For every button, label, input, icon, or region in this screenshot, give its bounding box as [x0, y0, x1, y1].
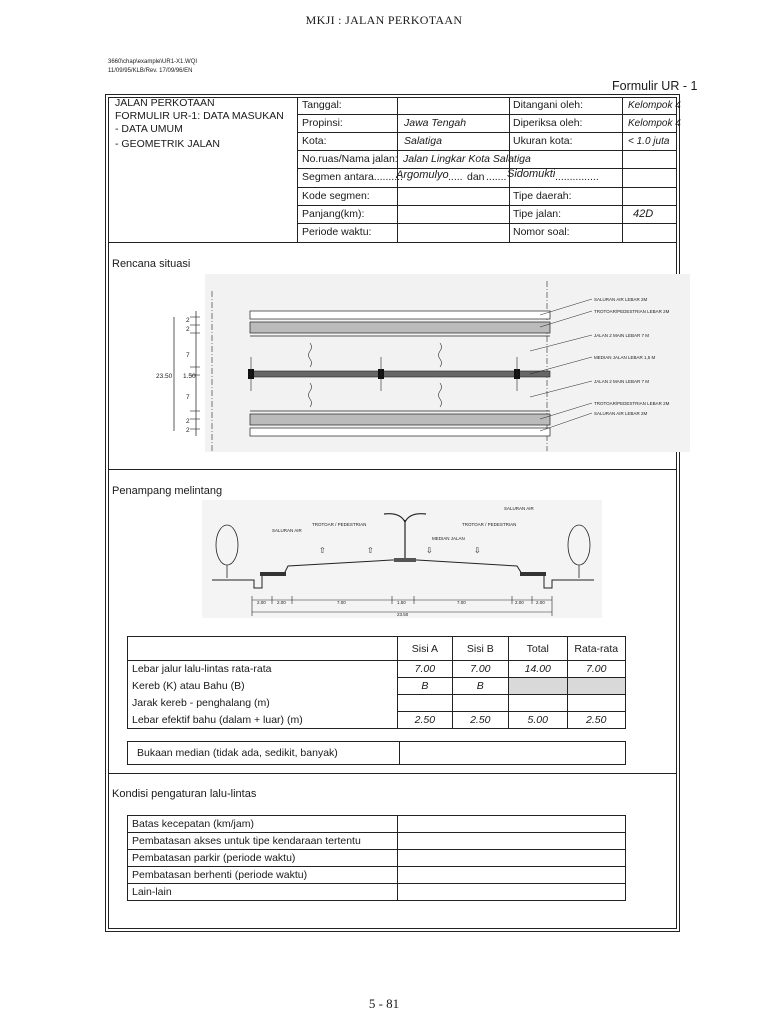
kode-label: Kode segmen: [302, 190, 370, 202]
section-dim: 2.00 [515, 600, 524, 605]
geom-header-sisi-a: Sisi A [398, 637, 452, 661]
table-row [128, 884, 626, 901]
plan-dim-label: 2 [186, 326, 190, 333]
ditangani-value[interactable]: Kelompok 4 [628, 100, 681, 111]
plan-callout: SALURAN AIR LEBAR 2M [594, 411, 648, 416]
segmen-dots-1: ..... [448, 171, 463, 183]
kota-label: Kota: [302, 135, 327, 147]
table-row [128, 850, 626, 867]
page-number: 5 - 81 [368, 996, 400, 1011]
tipe-daerah-label: Tipe daerah: [513, 190, 572, 202]
penampang-melintang-title: Penampang melintang [112, 485, 223, 497]
plan-dim-label: 1.50 [183, 373, 196, 380]
section-dim: 7.00 [337, 600, 346, 605]
geom-cell[interactable]: 14.00 [509, 661, 567, 678]
geom-row-label: Lebar jalur lalu-lintas rata-rata [128, 661, 398, 678]
kondisi-label: Lain-lain [128, 884, 398, 901]
section-callout: SALURAN AIR [272, 528, 302, 533]
kondisi-label: Pembatasan akses untuk tipe kendaraan tertentu [128, 833, 398, 850]
plan-dim-label: 2 [186, 317, 190, 324]
geom-header-rata: Rata-rata [567, 637, 626, 661]
tanggal-field[interactable] [399, 98, 507, 113]
geom-header-sisi-b: Sisi B [452, 637, 508, 661]
ukuran-label: Ukuran kota: [513, 135, 573, 147]
form-title-3: - DATA UMUM [115, 123, 183, 135]
kondisi-field[interactable] [398, 833, 626, 850]
tipe-daerah-field[interactable] [624, 189, 676, 204]
geom-cell[interactable] [567, 695, 626, 712]
plan-dim-label: 2 [186, 427, 190, 434]
kondisi-label: Batas kecepatan (km/jam) [128, 816, 398, 833]
tipe-jalan-value[interactable]: 42D [633, 208, 654, 220]
section-dim: 2.00 [536, 600, 545, 605]
nomor-soal-label: Nomor soal: [513, 226, 570, 238]
form-title-4: - GEOMETRIK JALAN [115, 138, 221, 150]
table-row [128, 678, 626, 695]
svg-text:⇧: ⇧ [319, 546, 326, 555]
revision-note: 11/09/95/KLB/Rev. 17/09/96/EN [108, 68, 193, 74]
segmen-label: Segmen antara.......... [302, 171, 403, 183]
geom-cell[interactable]: 7.00 [452, 661, 508, 678]
noruas-value[interactable]: Jalan Lingkar Kota Salatiga [403, 153, 531, 165]
diperiksa-label: Diperiksa oleh: [513, 117, 583, 129]
section-dim: 2.00 [257, 600, 266, 605]
panjang-field[interactable] [399, 207, 507, 222]
kondisi-field[interactable] [398, 867, 626, 884]
svg-text:⇩: ⇩ [474, 546, 481, 555]
geom-row-label: Kereb (K) atau Bahu (B) [128, 678, 398, 695]
section-dim: 7.00 [457, 600, 466, 605]
plan-callout: TROTOAR/PEDESTRIAN LEBAR 2M [594, 401, 670, 406]
periode-label: Periode waktu: [302, 226, 372, 238]
kondisi-label: Pembatasan berhenti (periode waktu) [128, 867, 398, 884]
section-callout: SALURAN AIR [504, 506, 534, 511]
geometry-table [127, 636, 626, 729]
segmen-to[interactable]: Sidomukti [507, 168, 556, 180]
geom-cell[interactable]: 5.00 [509, 712, 567, 729]
kode-field[interactable] [399, 189, 507, 204]
kondisi-field[interactable] [398, 884, 626, 901]
file-reference: 3660\chap\example\UR1-X1.WQI [108, 59, 198, 65]
plan-drawing [150, 271, 692, 456]
segmen-mid: dan [467, 171, 485, 183]
geom-row-label: Jarak kereb - penghalang (m) [128, 695, 398, 712]
cross-section-drawing [202, 500, 602, 620]
bukaan-median-field[interactable] [400, 742, 626, 765]
kondisi-label: Pembatasan parkir (periode waktu) [128, 850, 398, 867]
plan-callout: SALURAN AIR LEBAR 2M [594, 297, 648, 302]
geom-cell[interactable]: 2.50 [452, 712, 508, 729]
section-dim: 1.50 [397, 600, 406, 605]
section-total-dim: 23.50 [397, 612, 409, 617]
ditangani-label: Ditangani oleh: [513, 99, 584, 111]
propinsi-value[interactable]: Jawa Tengah [404, 117, 467, 129]
segmen-dots-3: ............... [555, 171, 599, 183]
geom-header-blank [128, 637, 398, 661]
plan-dim-label: 7 [186, 352, 190, 359]
geom-cell-shaded [567, 678, 626, 695]
nomor-soal-field[interactable] [624, 225, 676, 240]
geom-cell[interactable]: 7.00 [567, 661, 626, 678]
page-title: MKJI : JALAN PERKOTAAN [305, 13, 463, 27]
geom-cell-shaded [509, 678, 567, 695]
propinsi-label: Propinsi: [302, 117, 343, 129]
geom-header-total: Total [509, 637, 567, 661]
form-title-1: JALAN PERKOTAAN [115, 97, 215, 109]
table-row [128, 867, 626, 884]
table-row [128, 712, 626, 729]
bukaan-median-label: Bukaan median (tidak ada, sedikit, banyak) [128, 742, 400, 765]
form-title-2: FORMULIR UR-1: DATA MASUKAN [115, 110, 284, 122]
segmen-from[interactable]: Argomulyo [396, 169, 449, 181]
diperiksa-value[interactable]: Kelompok 4 [628, 118, 681, 129]
ukuran-value[interactable]: < 1.0 juta [628, 136, 670, 147]
geom-cell[interactable]: B [452, 678, 508, 695]
plan-callout: MEDIAN JALAN LEBAR 1,5 M [594, 355, 656, 360]
table-row [128, 816, 626, 833]
section-callout: TROTOAR / PEDESTRIAN [462, 522, 517, 527]
plan-dim-label: 7 [186, 394, 190, 401]
geom-row-label: Lebar efektif bahu (dalam + luar) (m) [128, 712, 398, 729]
geom-cell[interactable]: 7.00 [398, 661, 452, 678]
plan-callout: JALAN 2 MAIN LEBAR 7 M [594, 379, 650, 384]
plan-dim-label: 23.50 [156, 373, 173, 380]
geom-cell[interactable]: B [398, 678, 452, 695]
kota-value[interactable]: Salatiga [404, 135, 442, 147]
panjang-label: Panjang(km): [302, 208, 365, 220]
geom-cell[interactable] [452, 695, 508, 712]
geom-cell[interactable] [398, 695, 452, 712]
segmen-dots-2: ....... [486, 171, 507, 183]
kondisi-table [127, 815, 626, 901]
rencana-situasi-title: Rencana situasi [112, 258, 191, 270]
section-dim: 2.00 [277, 600, 286, 605]
geom-cell[interactable] [509, 695, 567, 712]
form-code: Formulir UR - 1 [612, 79, 698, 93]
kondisi-field[interactable] [398, 816, 626, 833]
noruas-label: No.ruas/Nama jalan: [302, 153, 398, 165]
periode-field[interactable] [399, 225, 507, 240]
svg-text:⇩: ⇩ [426, 546, 433, 555]
table-row [128, 695, 626, 712]
kondisi-title: Kondisi pengaturan lalu-lintas [112, 788, 257, 800]
table-row [128, 661, 626, 678]
section-callout: MEDIAN JALAN [432, 536, 465, 541]
kondisi-field[interactable] [398, 850, 626, 867]
bukaan-median-table [127, 741, 626, 765]
geom-cell[interactable]: 2.50 [567, 712, 626, 729]
svg-text:⇧: ⇧ [367, 546, 374, 555]
plan-dim-label: 2 [186, 418, 190, 425]
geom-cell[interactable]: 2.50 [398, 712, 452, 729]
section-callout: TROTOAR / PEDESTRIAN [312, 522, 367, 527]
table-row [128, 833, 626, 850]
tipe-jalan-label: Tipe jalan: [513, 208, 562, 220]
plan-callout: JALAN 2 MAIN LEBAR 7 M [594, 333, 650, 338]
plan-callout: TROTOAR/PEDESTRIAN LEBAR 2M [594, 309, 670, 314]
tanggal-label: Tanggal: [302, 99, 342, 111]
